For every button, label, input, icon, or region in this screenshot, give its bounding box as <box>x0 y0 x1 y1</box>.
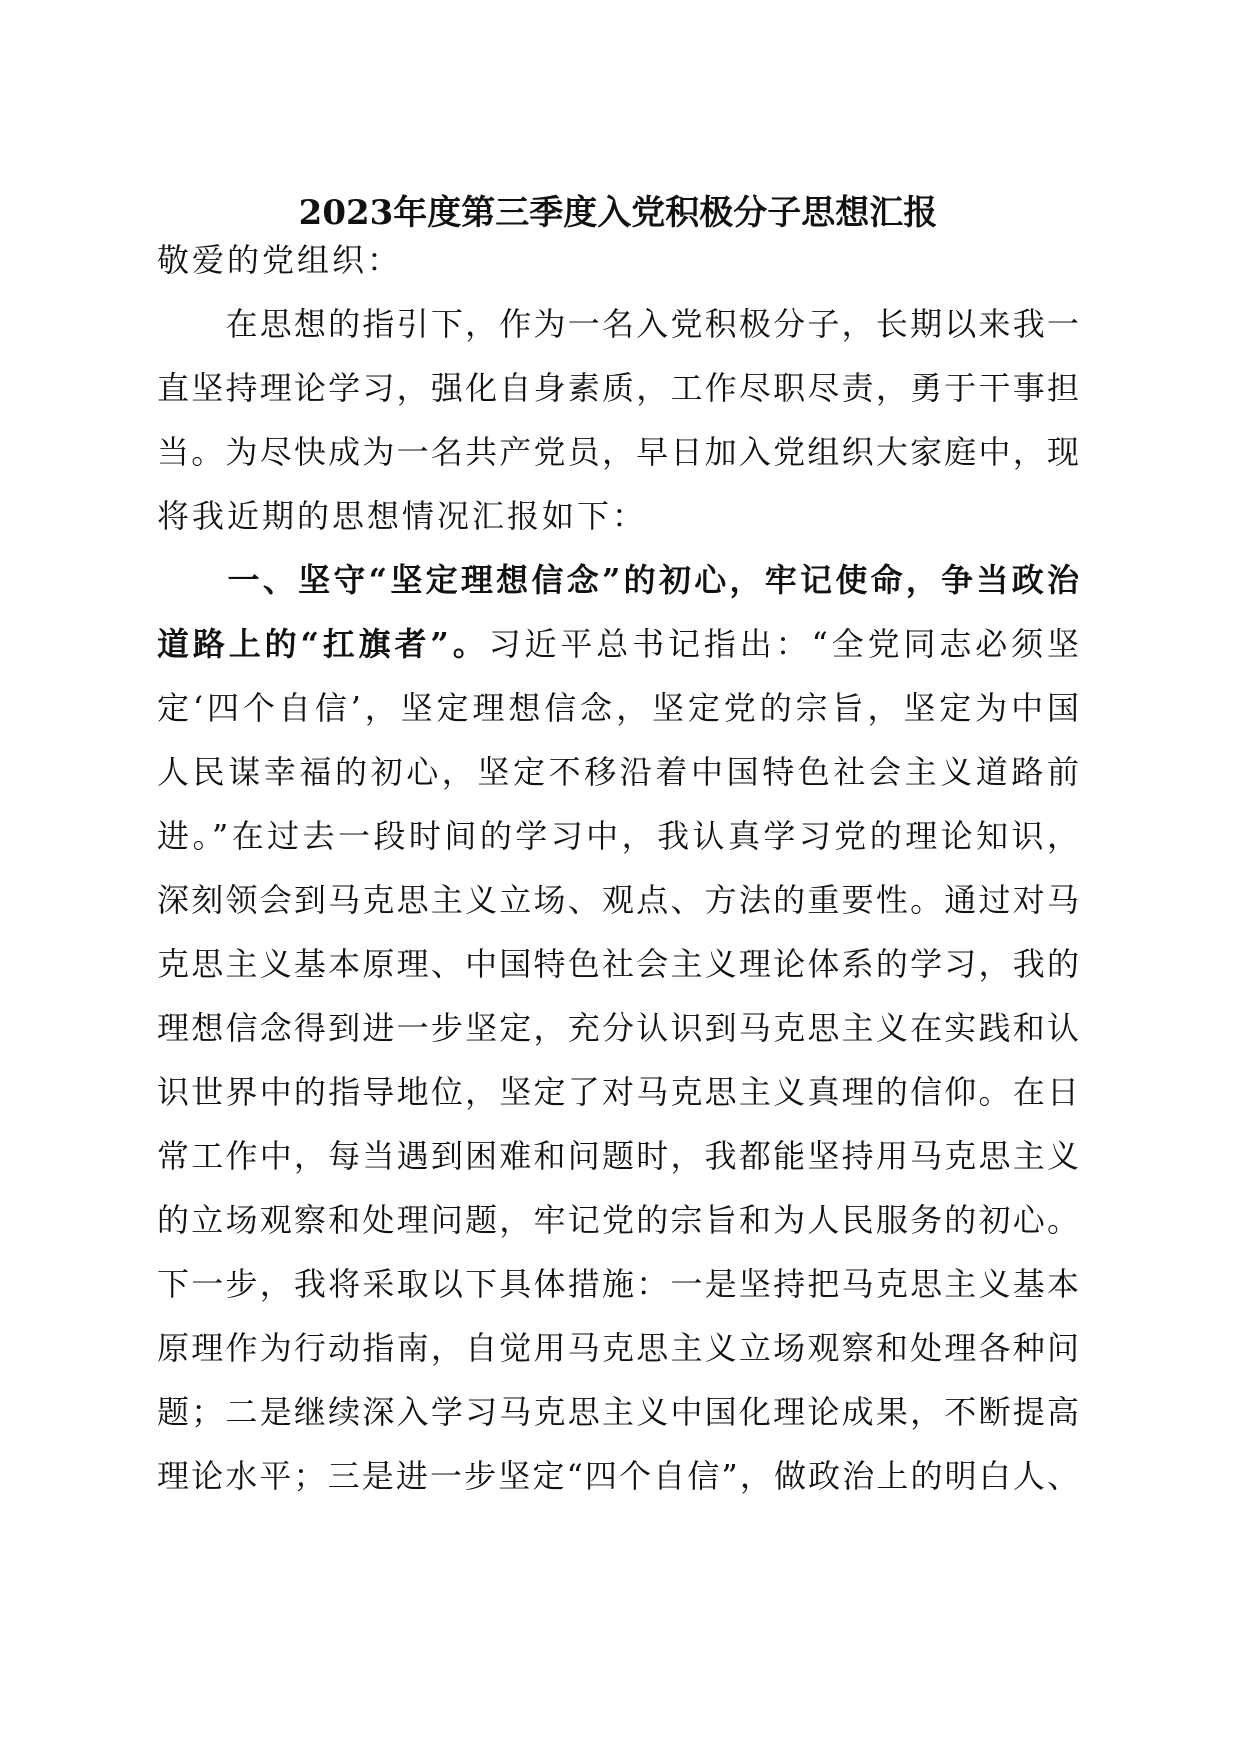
paragraph-line: 人民谋幸福的初心，坚定不移沿着中国特色社会主义道路前 <box>157 753 1079 791</box>
paragraph-line: 将我近期的思想情况汇报如下： <box>157 497 648 535</box>
section-heading-end: 道路上的“扛旗者”。 <box>157 625 489 663</box>
paragraph-line: 理想信念得到进一步坚定，充分认识到马克思主义在实践和认 <box>157 1009 1079 1047</box>
paragraph-line: 理论水平；三是进一步坚定“四个自信”，做政治上的明白人、 <box>157 1457 1079 1495</box>
paragraph-text: 习近平总书记指出：“全党同志必须坚 <box>488 625 1079 663</box>
paragraph-line: 进。”在过去一段时间的学习中，我认真学习党的理论知识， <box>157 817 1079 855</box>
paragraph-line: 克思主义基本原理、中国特色社会主义理论体系的学习，我的 <box>157 945 1079 983</box>
paragraph-line: 深刻领会到马克思主义立场、观点、方法的重要性。通过对马 <box>157 881 1079 919</box>
paragraph-line: 识世界中的指导地位，坚定了对马克思主义真理的信仰。在日 <box>157 1073 1079 1111</box>
paragraph-line: 定‘四个自信’，坚定理想信念，坚定党的宗旨，坚定为中国 <box>157 689 1079 727</box>
paragraph-line: 原理作为行动指南，自觉用马克思主义立场观察和处理各种问 <box>157 1329 1079 1367</box>
paragraph-line: 题；二是继续深入学习马克思主义中国化理论成果，不断提高 <box>157 1393 1079 1431</box>
section-heading: 一、坚守“坚定理想信念”的初心，牢记使命，争当政治 <box>157 561 1079 599</box>
paragraph-line: 当。为尽快成为一名共产党员，早日加入党组织大家庭中，现 <box>157 433 1079 471</box>
paragraph-line <box>157 612 1079 676</box>
paragraph-line: 常工作中，每当遇到困难和问题时，我都能坚持用马克思主义 <box>157 1137 1079 1175</box>
paragraph-line: 直坚持理论学习，强化自身素质，工作尽职尽责，勇于干事担 <box>157 369 1079 407</box>
paragraph-line: 在思想的指引下，作为一名入党积极分子，长期以来我一 <box>157 305 1079 343</box>
paragraph-line: 下一步，我将采取以下具体措施：一是坚持把马克思主义基本 <box>157 1265 1079 1303</box>
paragraph-line: 的立场观察和处理问题，牢记党的宗旨和为人民服务的初心。 <box>157 1201 1079 1239</box>
document-title: 2023年度第三季度入党积极分子思想汇报 <box>298 193 938 233</box>
salutation: 敬爱的党组织： <box>157 241 403 279</box>
